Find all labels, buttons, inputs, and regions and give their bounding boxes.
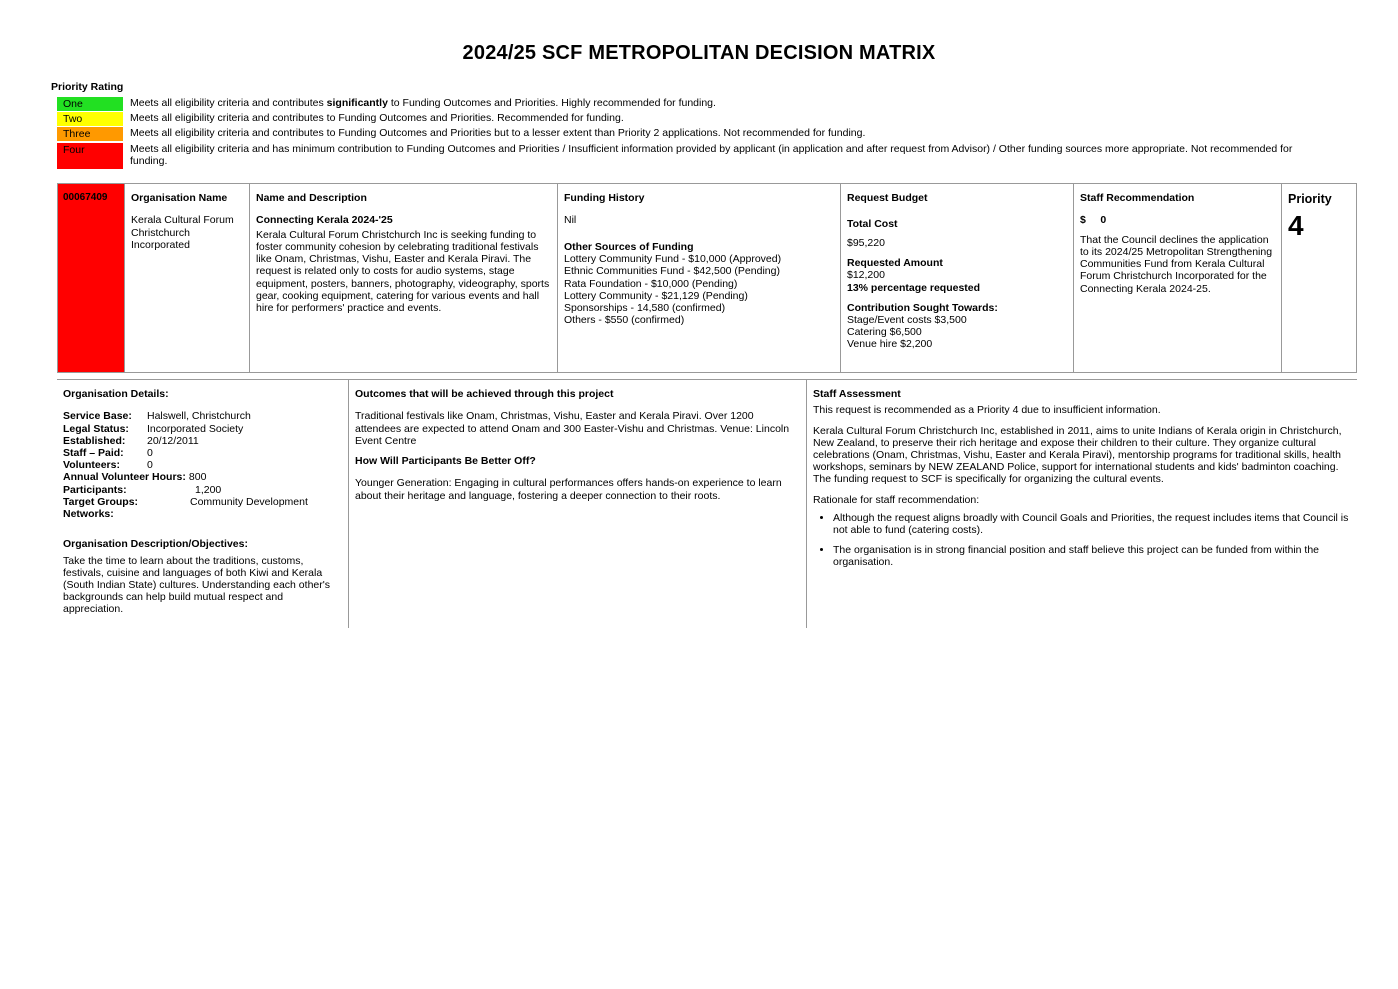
staff-assessment-column <box>807 380 1357 628</box>
priority-desc-four: Meets all eligibility criteria and has minimum contribution to Funding Outcomes and Priorities / Insufficient information provided by applicant (in application and after request from Advisor) / Other funding sources more appropriate. Not recommended for funding. <box>130 143 1293 167</box>
outcomes-column <box>349 380 807 628</box>
staff-assessment-heading: Staff Assessment <box>813 388 901 400</box>
other-source-item: Rata Foundation - $10,000 (Pending) <box>564 277 738 290</box>
funding-history-value: Nil <box>564 214 577 227</box>
priority-desc-three: Meets all eligibility criteria and contributes to Funding Outcomes and Priorities but to a lesser extent than Priority 2 applications. Not recommended for funding. <box>130 127 866 139</box>
org-detail-row: Volunteers: 0 <box>63 459 153 472</box>
priority-cell <box>1282 184 1356 372</box>
rationale-item: • Although the request aligns broadly with Council Goals and Priorities, the request includes items that Council is not able to fund (catering costs). <box>833 512 1351 536</box>
total-cost-value: $95,220 <box>847 236 885 249</box>
org-details-column <box>57 380 349 628</box>
priority-badge-one: One <box>57 97 123 111</box>
requested-amount-value: $12,200 <box>847 269 885 282</box>
priority-badge-two: Two <box>57 112 123 126</box>
priority-row-two <box>57 112 1315 126</box>
rationale-list <box>813 512 1351 569</box>
priority-row-one <box>57 97 1315 111</box>
contribution-item: Venue hire $2,200 <box>847 338 933 351</box>
project-name: Connecting Kerala 2024-'25 <box>256 214 393 227</box>
org-name-heading: Organisation Name <box>131 192 228 204</box>
org-name-cell <box>125 184 250 372</box>
priority-badge-three: Three <box>57 127 123 141</box>
org-detail-row: Networks: <box>63 508 114 520</box>
contribution-label: Contribution Sought Towards: <box>847 301 998 314</box>
priority-heading: Priority <box>1288 192 1332 206</box>
org-detail-row: Established: 20/12/2011 <box>63 434 199 447</box>
staff-recommendation-cell <box>1074 184 1282 372</box>
priority-row-four <box>57 143 1315 169</box>
percentage-requested: 13% percentage requested <box>847 281 981 294</box>
funding-history-cell <box>558 184 841 372</box>
contribution-item: Catering $6,500 <box>847 326 922 339</box>
project-description: Kerala Cultural Forum Christchurch Inc is seeking funding to foster community cohesion by celebrating traditional festivals like Onam, Christmas, Vishu, Easter and Kerala Piravi. The request is related only to costs for audio systems, stage equipment, posters, banners, photography, videography, sports gear, cooking equipment, catering for various events and hall hire for performers' practice and events. <box>256 228 550 314</box>
priority-row-three <box>57 127 1315 141</box>
assessment-body: Kerala Cultural Forum Christchurch Inc, established in 2011, aims to unite Indians of Kerala origin in Christchurch, New Zealand, to preserve their rich heritage and expose their children to their culture. They organize cultural celebrations (Onam, Christmas, Vishu, Easter and Kerala Piravi), mentorship programs for traditional skills, health workshops, seminars by NEW ZEALAND Police, support for international students and kids' badminton coaching. The funding request to SCF is specifically for organizing the cultural events. <box>813 424 1342 486</box>
other-source-item: Others - $550 (confirmed) <box>564 314 685 327</box>
assessment-summary: This request is recommended as a Priority 4 due to insufficient information. <box>813 404 1161 417</box>
request-budget-cell <box>841 184 1074 372</box>
total-cost-label: Total Cost <box>847 218 898 231</box>
rationale-heading: Rationale for staff recommendation: <box>813 493 980 506</box>
other-source-item: Ethnic Communities Fund - $42,500 (Pending) <box>564 265 780 278</box>
org-detail-row: Legal Status: Incorporated Society <box>63 422 244 435</box>
name-description-heading: Name and Description <box>256 192 367 204</box>
org-detail-row: Annual Volunteer Hours: 800 <box>63 471 207 484</box>
request-budget-heading: Request Budget <box>847 192 928 204</box>
better-off-text: Younger Generation: Engaging in cultural performances offers hands-on experience to learn about their heritage and language, fostering a deeper connection to their roots. <box>355 477 782 502</box>
staff-recommendation-amount: $ 0 <box>1080 214 1107 227</box>
objectives-text: Take the time to learn about the traditions, customs, festivals, cuisine and languages of both Kiwi and Kerala (South Indian State) cultures. Understanding each other's backgrounds can help build mutual respect and appreciation. <box>63 554 330 616</box>
priority-desc-one: Meets all eligibility criteria and contributes significantly to Funding Outcomes and Priorities. Highly recommended for funding. <box>130 97 716 109</box>
contribution-item: Stage/Event costs $3,500 <box>847 313 967 326</box>
better-off-heading: How Will Participants Be Better Off? <box>355 454 536 467</box>
funding-history-heading: Funding History <box>564 192 645 204</box>
other-source-item: Lottery Community - $21,129 (Pending) <box>564 289 748 302</box>
application-id-cell <box>58 184 125 372</box>
outcomes-heading: Outcomes that will be achieved through this project <box>355 388 614 400</box>
org-detail-row: Staff – Paid: 0 <box>63 446 153 459</box>
rationale-item: • The organisation is in strong financial position and staff believe this project can be funded from within the organisation. <box>833 544 1351 568</box>
other-source-item: Lottery Community Fund - $10,000 (Approved) <box>564 253 782 266</box>
org-detail-row: Service Base: Halswell, Christchurch <box>63 410 251 423</box>
application-id: 00067409 <box>63 192 108 203</box>
staff-recommendation-heading: Staff Recommendation <box>1080 192 1195 204</box>
priority-desc-two: Meets all eligibility criteria and contributes to Funding Outcomes and Priorities. Recommended for funding. <box>130 112 624 124</box>
objectives-heading: Organisation Description/Objectives: <box>63 538 248 551</box>
page-title: 2024/25 SCF METROPOLITAN DECISION MATRIX <box>462 42 936 64</box>
org-detail-row: Target Groups: Community Development <box>63 495 308 508</box>
priority-value: 4 <box>1288 209 1304 241</box>
name-description-cell <box>250 184 558 372</box>
org-name: Kerala Cultural Forum Christchurch Incorporated <box>131 214 234 251</box>
staff-recommendation-text: That the Council declines the application to its 2024/25 Metropolitan Strengthening Communities Fund from Kerala Cultural Forum Christchurch Incorporated for the Connecting Kerala 2024-25. <box>1080 233 1273 295</box>
org-details-heading: Organisation Details: <box>63 388 169 400</box>
requested-amount-label: Requested Amount <box>847 257 943 270</box>
other-sources-heading: Other Sources of Funding <box>564 240 694 253</box>
application-detail-area <box>57 379 1357 628</box>
priority-badge-four: Four <box>57 143 123 169</box>
application-summary-table <box>57 183 1357 373</box>
priority-rating-heading: Priority Rating <box>51 81 124 93</box>
outcomes-text: Traditional festivals like Onam, Christmas, Vishu, Easter and Kerala Piravi. Over 1200 attendees are expected to attend Onam and 300 Easter-Vishu and Christmas. Venue: Lincoln Event Centre <box>355 410 790 447</box>
org-detail-row: Participants: 1,200 <box>63 483 222 496</box>
other-source-item: Sponsorships - 14,580 (confirmed) <box>564 301 726 314</box>
